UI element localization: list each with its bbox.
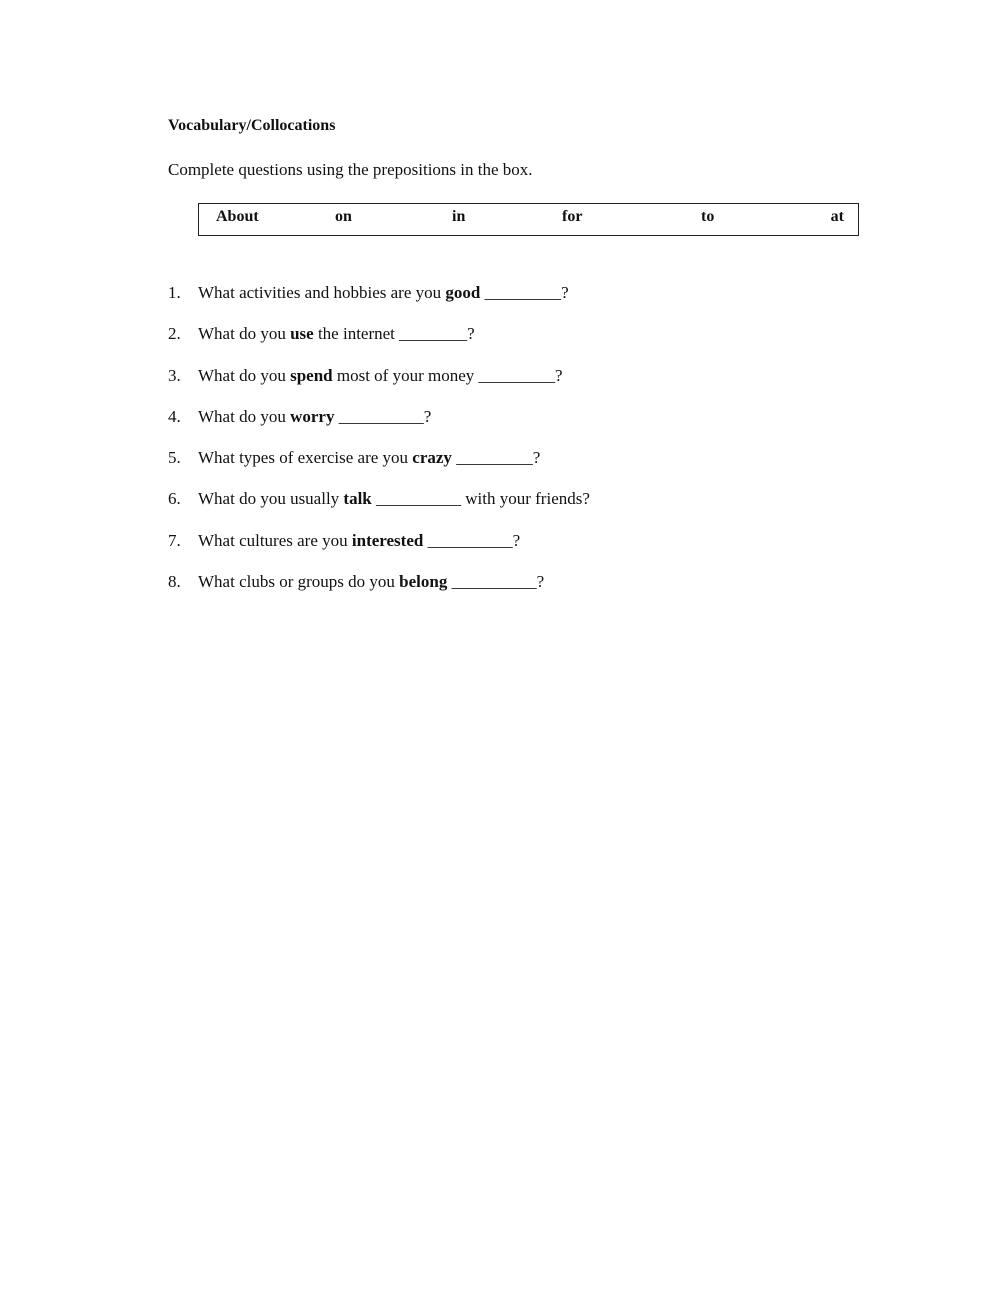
question-keyword: belong — [399, 572, 448, 591]
question-item — [168, 365, 563, 387]
question-number: 7. — [168, 531, 181, 550]
instruction-text: Complete questions using the prepositions in the box. — [168, 160, 533, 179]
question-text-before: What do you — [198, 324, 291, 343]
question-keyword: use — [290, 324, 314, 343]
question-text-after: __________? — [334, 407, 432, 426]
question-text-after: _________? — [480, 283, 569, 302]
question-item — [168, 282, 569, 304]
question-text-after: __________? — [423, 531, 521, 550]
question-number: 4. — [168, 407, 181, 426]
question-text-before: What activities and hobbies are you — [198, 283, 446, 302]
question-text-after: _________? — [451, 448, 541, 467]
question-keyword: worry — [290, 407, 335, 426]
word-box-item: for — [562, 208, 583, 225]
preposition-word-box — [198, 203, 859, 236]
question-number: 1. — [168, 283, 181, 302]
word-box-item: on — [335, 208, 352, 225]
question-number: 8. — [168, 572, 181, 591]
question-text-before: What do you — [198, 366, 291, 385]
question-keyword: spend — [290, 366, 333, 385]
question-text-after: the internet ________? — [313, 324, 475, 343]
word-box-item: at — [830, 208, 844, 225]
question-item — [168, 488, 590, 510]
question-keyword: good — [445, 283, 481, 302]
word-box-item: in — [452, 208, 466, 225]
question-item — [168, 571, 544, 593]
question-keyword: interested — [351, 531, 424, 550]
question-item — [168, 447, 540, 469]
section-heading: Vocabulary/Collocations — [168, 117, 336, 134]
question-keyword: talk — [343, 489, 372, 508]
question-item — [168, 323, 475, 345]
question-item — [168, 406, 431, 428]
question-text-before: What types of exercise are you — [198, 448, 413, 467]
word-box-item: About — [216, 208, 259, 225]
question-text-before: What cultures are you — [198, 531, 352, 550]
word-box-item: to — [701, 208, 715, 225]
question-text-before: What do you usually — [198, 489, 344, 508]
question-number: 2. — [168, 324, 181, 343]
question-text-after: __________ with your friends? — [371, 489, 590, 508]
question-keyword: crazy — [412, 448, 452, 467]
question-text-before: What clubs or groups do you — [198, 572, 400, 591]
question-item — [168, 530, 520, 552]
question-text-before: What do you — [198, 407, 291, 426]
question-number: 5. — [168, 448, 181, 467]
question-text-after: __________? — [447, 572, 545, 591]
question-number: 6. — [168, 489, 181, 508]
question-text-after: most of your money _________? — [332, 366, 563, 385]
question-number: 3. — [168, 366, 181, 385]
